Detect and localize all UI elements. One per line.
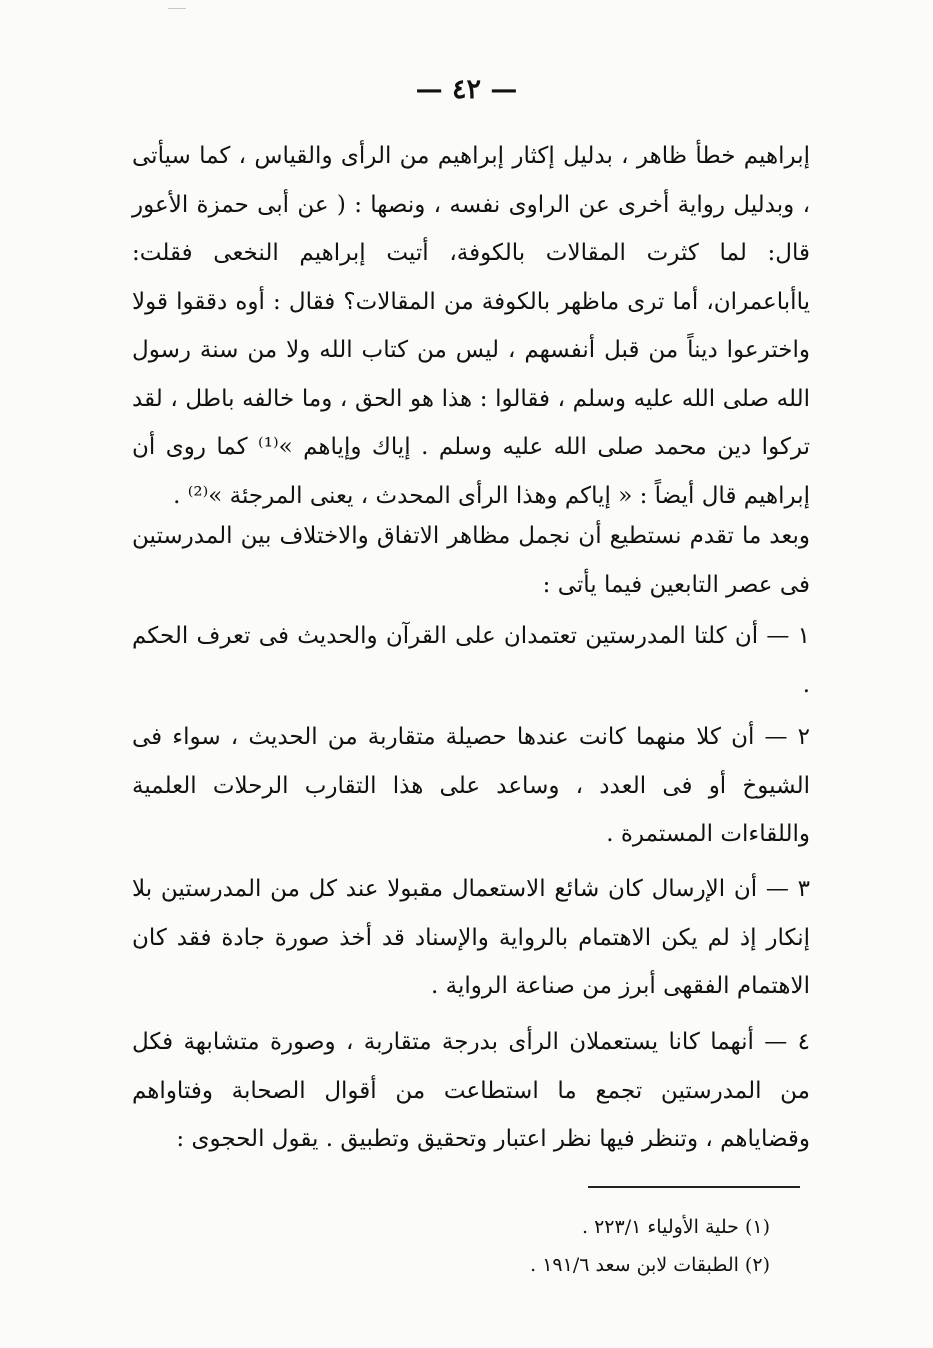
list-item-2: ٢ — أن كلا منهما كانت عندها حصيلة متقاربة من الحديث ، سواء فى الشيوخ أو فى العدد ، وساعد على هذا التقارب الرحلات العلمية واللقاءات المستمرة . <box>132 724 810 847</box>
list-item-3: ٣ — أن الإرسال كان شائع الاستعمال مقبولا عند كل من المدرستين بلا إنكار إذ لم يكن الاهتمام بالرواية والإسناد قد أخذ صورة جادة فقد كان الاهتمام الفقهى أبرز من صناعة الرواية . <box>132 876 810 999</box>
footnote-divider <box>588 1186 800 1188</box>
list-item-1: ١ — أن كلتا المدرستين تعتمدان على القرآن والحديث فى تعرف الحكم . <box>132 623 810 698</box>
list-item-4: ٤ — أنهما كانا يستعملان الرأى بدرجة متقاربة ، وصورة متشابهة فكل من المدرستين تجمع ما استطاعت من أقوال الصحابة وفتاواهم وقضاياهم ، وتنظر فيها نظر اعتبار وتحقيق وتطبيق . يقول الحجوى : <box>132 1029 810 1152</box>
footnote-1: (١) حلية الأولياء ٢٢٣/١ . <box>582 1216 770 1238</box>
page-number: — ٤٢ — <box>415 74 518 105</box>
footnote-2: (٢) الطبقات لابن سعد ١٩١/٦ . <box>530 1254 770 1276</box>
body-paragraph-quote: إبراهيم خطأ ظاهر ، بدليل إكثار إبراهيم من الرأى والقياس ، كما سيأتى ، وبدليل رواية أخرى عن الراوى نفسه ، ونصها : ( عن أبى حمزة الأعور قال: لما كثرت المقالات بالكوفة، أتيت إبراهيم النخعى فقلت: ياأباعمران، أما ترى ماظهر بالكوفة من المقالات؟ فقال : أوه دققوا قولا واخترعوا ديناً من قبل أنفسهم ، ليس من كتاب الله ولا من سنة رسول الله صلى الله عليه وسلم ، فقالوا : هذا هو الحق ، وما خالفه باطل ، لقد تركوا دين محمد صلى الله عليه وسلم . إياك وإياهم »⁽¹⁾ كما روى أن إبراهيم قال أيضاً : « إياكم وهذا الرأى المحدث ، يعنى المرجئة »⁽²⁾ . <box>132 143 811 509</box>
scan-artifact-mark <box>168 8 186 9</box>
body-paragraph-intro: وبعد ما تقدم نستطيع أن نجمل مظاهر الاتفاق والاختلاف بين المدرستين فى عصر التابعين فيما يأتى : <box>132 523 810 598</box>
